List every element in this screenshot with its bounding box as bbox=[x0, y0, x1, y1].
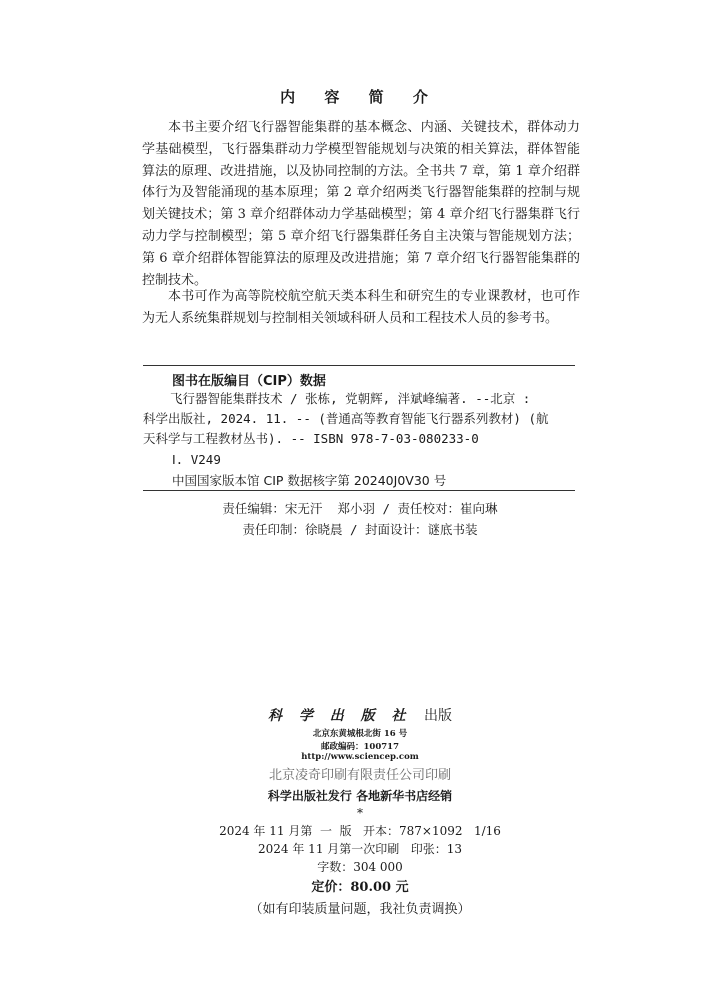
price-line: 定价：80.00 元 bbox=[311, 880, 409, 895]
wordcount-line: 字数：304 000 bbox=[317, 860, 403, 874]
edition-line: 2024 年 11 月第 一 版 开本：787×1092 1/16 bbox=[219, 824, 501, 838]
editors-line: 责任编辑：宋无汗 郑小羽 / 责任校对：崔向琳 bbox=[222, 501, 498, 516]
publisher-suffix: 出版 bbox=[423, 708, 452, 724]
cip-block bbox=[143, 389, 575, 489]
separator-star: * bbox=[357, 806, 363, 820]
intro-paragraph-1: 本书主要介绍飞行器智能集群的基本概念、内涵、关键技术，群体动力学基础模型，飞行器集群动力学模型智能规划与决策的相关算法，群体智能算法的原理、改进措施，以及协同控制的方法。全书共 7 章，第 1 章介绍群体行为及智能涌现的基本原理；第 2 章介绍两类飞行器智能集群的控制与规划关键技术；第 3 章介绍群体动力学基础模型；第 4 章介绍飞行器集群飞行动力学与控制模型；第 5 章介绍飞行器集群任务自主决策与智能规划方法；第 6 章介绍群体智能算法的原理及改进措施；第 7 章介绍飞行器智能集群的控制技术。 bbox=[142, 120, 580, 288]
publisher-name: 科 学 出 版 社 bbox=[268, 708, 412, 724]
page-title: 内 容 简 介 bbox=[280, 88, 440, 106]
cip-line-1: 飞行器智能集群技术 / 张栋, 党朝辉, 泮斌峰编著. --北京 : bbox=[170, 391, 531, 406]
publisher-postcode: 邮政编码：100717 bbox=[321, 742, 399, 752]
cip-line-2: 科学出版社, 2024. 11. -- (普通高等教育智能飞行器系列教材) (航 bbox=[143, 411, 549, 426]
publisher-url: http://www.sciencep.com bbox=[301, 752, 419, 762]
cip-bottom-rule bbox=[143, 490, 575, 491]
production-line: 责任印制：徐晓晨 / 封面设计：谜底书装 bbox=[242, 522, 478, 537]
cip-line-3: 天科学与工程教材丛书). -- ISBN 978-7-03-080233-0 bbox=[143, 431, 479, 446]
publisher-imprint bbox=[0, 705, 720, 725]
cip-line-5: 中国国家版本馆 CIP 数据核字第 20240J0V30 号 bbox=[172, 473, 447, 488]
printer-line: 北京凌奇印刷有限责任公司印刷 bbox=[268, 768, 451, 783]
printing-line: 2024 年 11 月第一次印刷 印张：13 bbox=[258, 842, 462, 856]
publisher-address: 北京东黄城根北街 16 号 bbox=[312, 729, 408, 739]
cip-heading: 图书在版编目（CIP）数据 bbox=[172, 374, 326, 389]
distribution-line: 科学出版社发行 各地新华书店经销 bbox=[267, 789, 453, 803]
cip-line-4: Ⅰ. V249 bbox=[172, 452, 221, 467]
notice-line: （如有印装质量问题，我社负责调换） bbox=[249, 902, 471, 917]
cip-top-rule bbox=[143, 365, 575, 366]
intro-paragraph-2: 本书可作为高等院校航空航天类本科生和研究生的专业课教材，也可作为无人系统集群规划与控制相关领域科研人员和工程技术人员的参考书。 bbox=[142, 289, 580, 326]
